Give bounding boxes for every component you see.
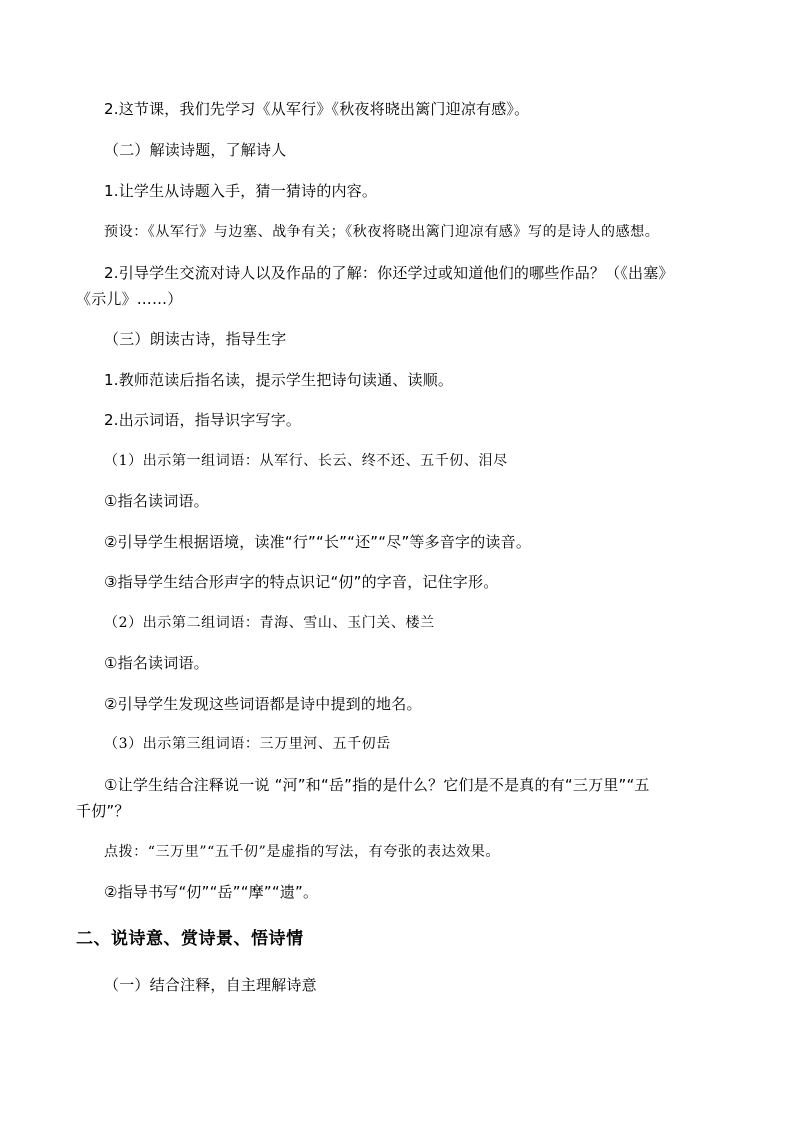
paragraph-polyphones: ②引导学生根据语境，读准“行”“长”“还”“尽”等多音字的读音。 <box>104 533 532 551</box>
paragraph-show-words: 2.出示词语，指导识字写字。 <box>104 411 302 429</box>
paragraph-word-group-3: （3）出示第三组词语：三万里河、五千仞岳 <box>104 736 391 752</box>
paragraph-word-group-2: （2）出示第二组词语：青海、雪山、玉门关、楼兰 <box>104 615 435 631</box>
subheading-self-understand: （一）结合注释，自主理解诗意 <box>104 976 317 994</box>
paragraph-writing-guide: ②指导书写“仞”“岳”“摩”“遗”。 <box>104 883 319 901</box>
paragraph-word-group-1: （1）出示第一组词语：从军行、长云、终不还、五千仞、泪尽 <box>104 453 508 469</box>
subheading-interpret-title: （二）解读诗题，了解诗人 <box>104 141 287 159</box>
paragraph-preset-answer: 预设：《从军行》与边塞、战争有关；《秋夜将晓出篱门迎凉有感》写的是诗人的感想。 <box>104 224 660 240</box>
subheading-read-poems: （三）朗读古诗，指导生字 <box>104 330 287 348</box>
paragraph-place-names: ②引导学生发现这些词语都是诗中提到的地名。 <box>104 695 422 713</box>
paragraph-hint: 点拨：“三万里”“五千仞”是虚指的写法，有夸张的表达效果。 <box>104 844 501 860</box>
paragraph-read-words-1: ①指名读词语。 <box>104 492 209 510</box>
section-heading-two: 二、说诗意、赏诗景、悟诗情 <box>76 929 304 949</box>
paragraph-teacher-reads: 1.教师范读后指名读，提示学生把诗句读通、读顺。 <box>104 371 454 389</box>
paragraph-discuss-poets: 2.引导学生交流对诗人以及作品的了解：你还学过或知道他们的哪些作品？（《出塞》 <box>104 264 674 282</box>
paragraph-annotation-question-cont: 千仞”？ <box>76 802 130 820</box>
paragraph-guess-content: 1.让学生从诗题入手，猜一猜诗的内容。 <box>104 182 378 200</box>
paragraph-read-words-2: ①指名读词语。 <box>104 654 209 672</box>
paragraph-phonetic-char: ③指导学生结合形声字的特点识记“仞”的字音，记住字形。 <box>104 573 499 591</box>
paragraph-annotation-question: ①让学生结合注释说一说 “河”和“岳”指的是什么？它们是不是真的有“三万里”“五 <box>104 776 650 794</box>
paragraph-discuss-poets-cont: 《示儿》……） <box>76 290 183 308</box>
paragraph-lesson-intro: 2.这节课，我们先学习《从军行》《秋夜将晓出篱门迎凉有感》。 <box>104 100 530 118</box>
